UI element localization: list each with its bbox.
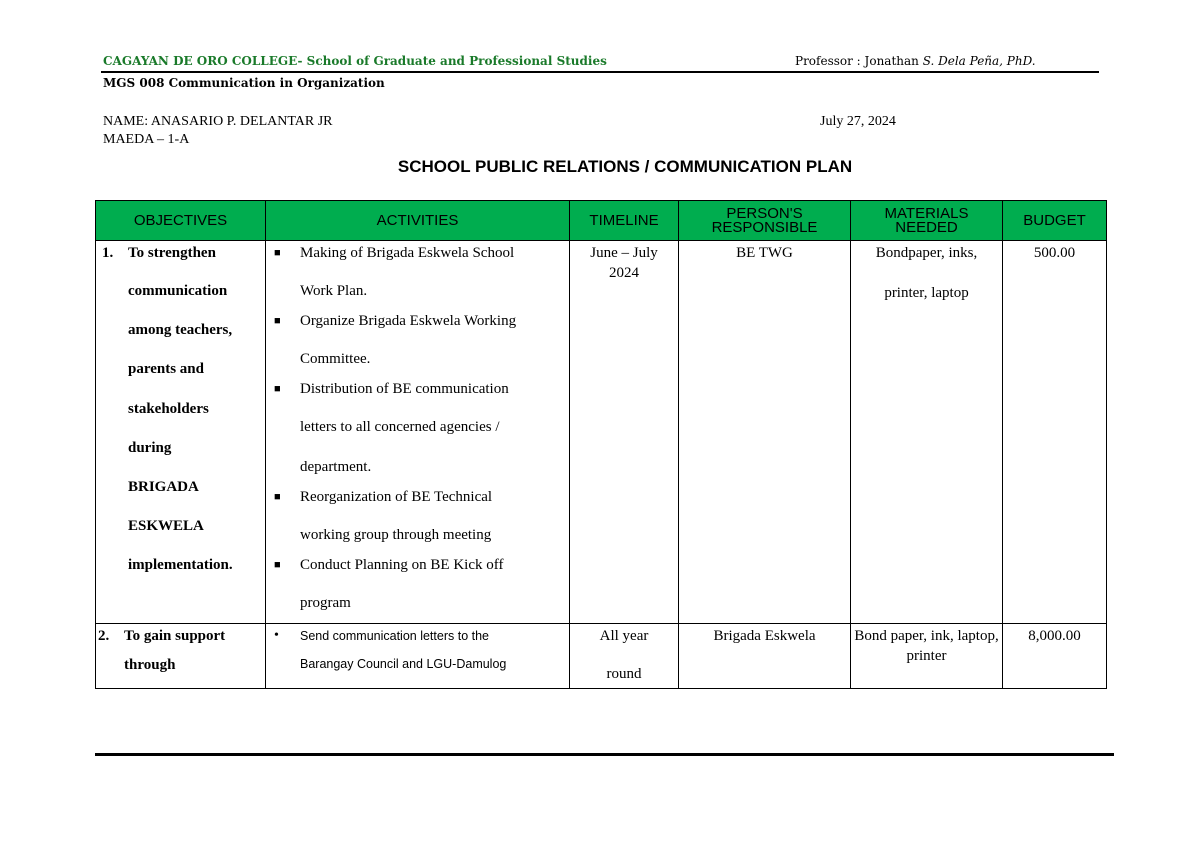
objective-line: implementation. (128, 557, 233, 574)
square-bullet-icon: ■ (274, 559, 281, 572)
materials-line: Bondpaper, inks, (875, 245, 978, 261)
communication-plan-table (95, 200, 1107, 689)
col-header-activities: ACTIVITIES (266, 201, 570, 241)
materials-cell (851, 241, 1003, 624)
square-bullet-icon: ■ (274, 383, 281, 396)
timeline-line: 2024 (609, 265, 639, 281)
timeline-line: All year (599, 628, 649, 645)
course-title: MGS 008 Communication in Organization (103, 76, 385, 90)
activities-cell (266, 241, 570, 624)
objective-line: To strengthen (128, 245, 216, 261)
col-header-budget: BUDGET (1003, 201, 1107, 241)
square-bullet-icon: ■ (274, 315, 281, 328)
professor-name: S. Dela Peña, PhD. (922, 54, 1036, 68)
header-divider (101, 71, 1099, 73)
activity-line: Reorganization of BE Technical (300, 488, 493, 505)
timeline-line: round (606, 666, 642, 683)
activity-line: Making of Brigada Eskwela School (300, 245, 515, 261)
activity-line: Committee. (300, 351, 371, 368)
activity-item (274, 243, 565, 311)
activity-item (274, 555, 565, 623)
objective-cell (96, 241, 266, 624)
objective-line: among teachers, (128, 322, 233, 339)
activities-cell (266, 624, 570, 689)
document-date: July 27, 2024 (820, 114, 896, 129)
activity-line: Organize Brigada Eskwela Working (300, 313, 517, 330)
activity-line: Distribution of BE communication (300, 381, 509, 398)
square-bullet-icon: ■ (274, 490, 281, 503)
page-title: SCHOOL PUBLIC RELATIONS / COMMUNICATION PLAN (397, 157, 853, 176)
objective-line: stakeholders (128, 400, 209, 417)
square-bullet-icon: ■ (274, 247, 281, 259)
professor-line (795, 54, 1036, 68)
timeline-cell (570, 624, 679, 689)
budget-cell: 500.00 (1003, 241, 1107, 624)
activity-item (274, 487, 565, 555)
objective-line: communication (128, 283, 228, 299)
table-row (96, 241, 1107, 624)
objective-line: BRIGADA (128, 479, 199, 496)
activity-line: program (300, 595, 351, 612)
timeline-line: June – July (590, 245, 658, 261)
professor-label: Professor : Jonathan (795, 54, 923, 68)
materials-line: printer, laptop (884, 285, 969, 301)
col-header-objectives: OBJECTIVES (96, 201, 266, 241)
objective-number: 2. (98, 628, 110, 645)
objective-line: ESKWELA (128, 518, 204, 535)
objective-line: To gain support (124, 628, 226, 645)
student-name: NAME: ANASARIO P. DELANTAR JR (103, 114, 333, 129)
persons-cell: Brigada Eskwela (679, 624, 851, 689)
activity-line: Conduct Planning on BE Kick off (300, 557, 504, 574)
budget-cell: 8,000.00 (1003, 624, 1107, 689)
col-header-materials: MATERIALS NEEDED (851, 201, 1003, 241)
objective-line: during (128, 439, 172, 456)
timeline-cell (570, 241, 679, 624)
activity-line: working group through meeting (300, 526, 492, 543)
round-bullet-icon: • (274, 628, 279, 644)
col-header-timeline: TIMELINE (570, 201, 679, 241)
col-header-persons: PERSON'S RESPONSIBLE (679, 201, 851, 241)
table-header-row (96, 201, 1107, 241)
activity-item (274, 311, 565, 379)
student-section: MAEDA – 1-A (103, 132, 190, 147)
activity-line: Work Plan. (300, 283, 368, 299)
activity-line: department. (300, 458, 372, 475)
objective-line: parents and (128, 361, 204, 378)
objective-line: through (124, 657, 176, 674)
objective-number: 1. (102, 245, 114, 261)
materials-cell: Bond paper, ink, laptop, printer (851, 624, 1003, 689)
footer-divider (95, 753, 1114, 756)
table-row (96, 624, 1107, 689)
activity-line: Send communication letters to the (300, 629, 489, 644)
objective-cell (96, 624, 266, 689)
activity-line: letters to all concerned agencies / (300, 419, 500, 436)
activity-item (274, 379, 565, 486)
activity-line: Barangay Council and LGU-Damulog (300, 657, 507, 672)
college-header: CAGAYAN DE ORO COLLEGE- School of Graduate and Professional Studies (103, 54, 607, 68)
persons-cell: BE TWG (679, 241, 851, 624)
activity-item (274, 626, 565, 674)
